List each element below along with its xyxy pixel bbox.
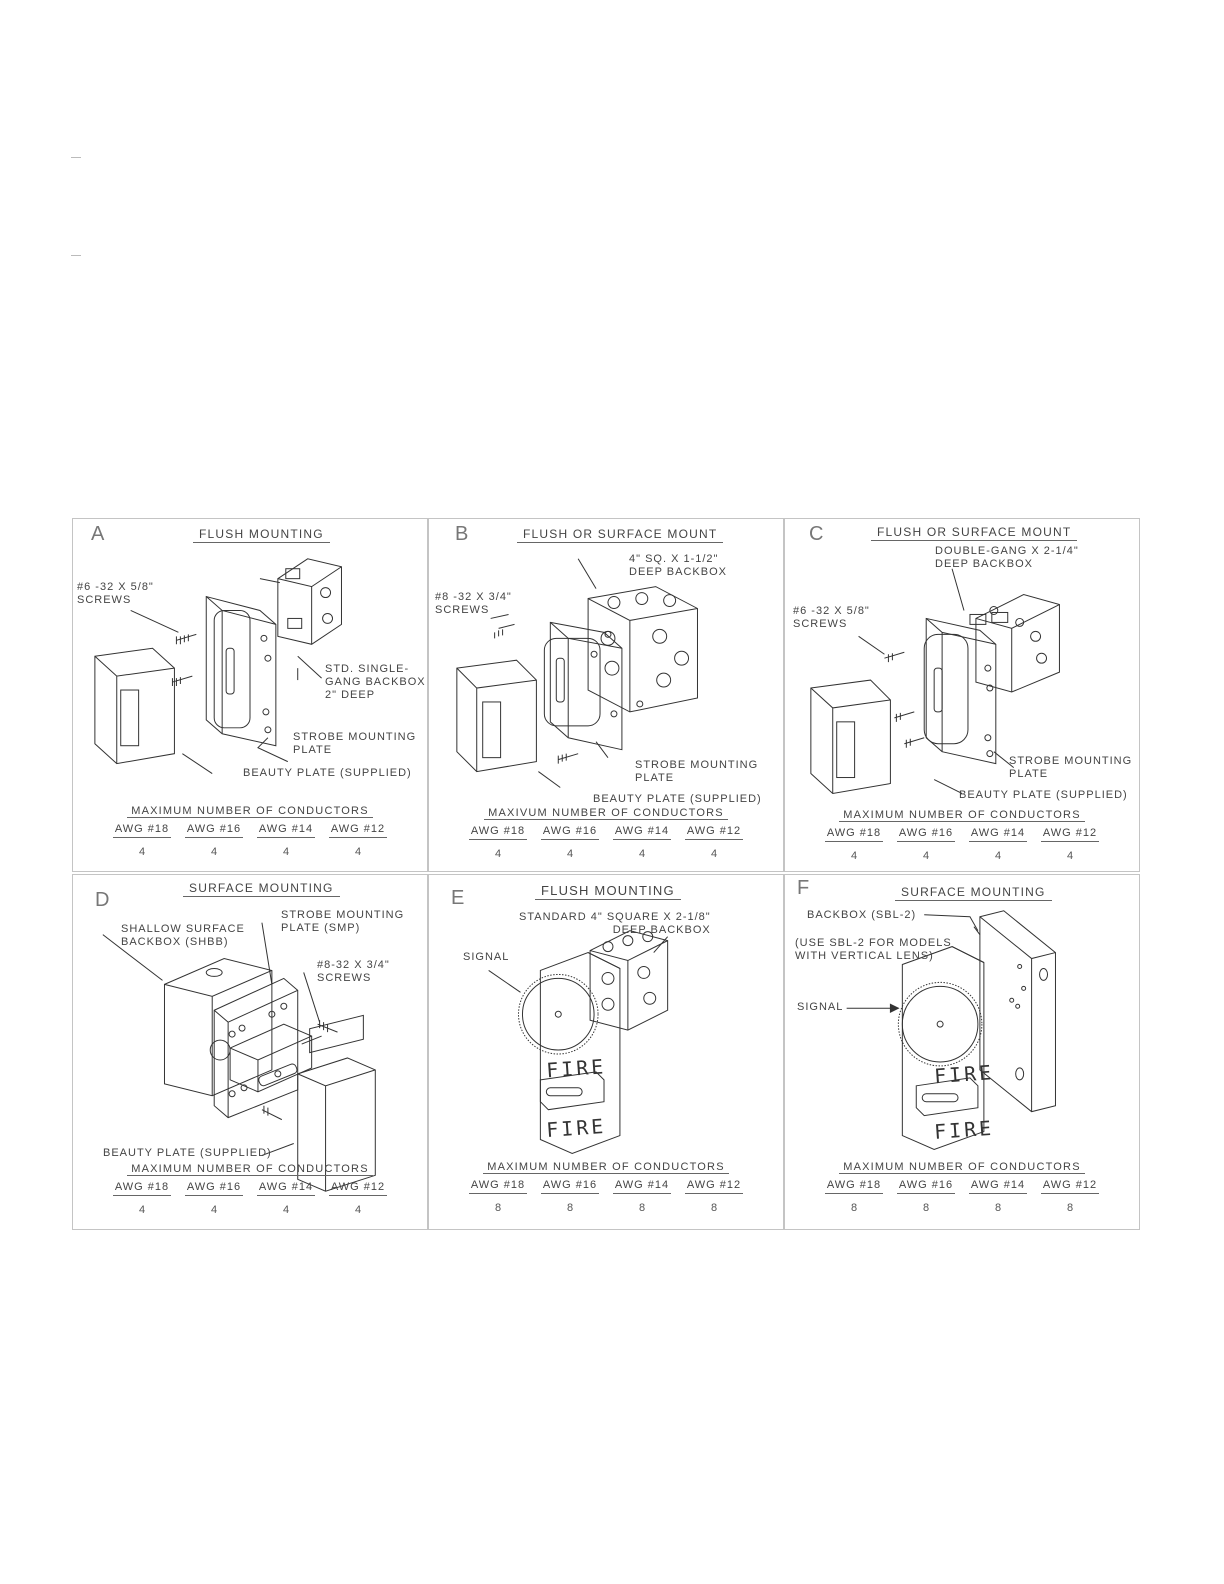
signal-label: SIGNAL bbox=[463, 951, 510, 963]
conductor-count: 4 bbox=[282, 1204, 290, 1216]
awg-column bbox=[897, 1179, 955, 1214]
conductor-count: 8 bbox=[638, 1202, 646, 1214]
awg-label: AWG #16 bbox=[185, 1181, 243, 1196]
panel-d bbox=[72, 874, 428, 1230]
screws-label: #8 -32 X 3/4" SCREWS bbox=[435, 591, 512, 616]
backbox-label: STANDARD 4" SQUARE X 2-1/8" DEEP BACKBOX bbox=[519, 911, 711, 936]
page-margin-mark bbox=[71, 157, 81, 158]
conductor-count: 4 bbox=[138, 846, 146, 858]
conductor-table bbox=[825, 1161, 1099, 1214]
awg-label: AWG #18 bbox=[113, 1181, 171, 1196]
backbox-label: STD. SINGLE- GANG BACKBOX 2" DEEP bbox=[325, 663, 426, 701]
conductor-count: 8 bbox=[994, 1202, 1002, 1214]
conductor-count: 8 bbox=[922, 1202, 930, 1214]
awg-column bbox=[185, 823, 243, 858]
backbox-note: (USE SBL-2 FOR MODELS WITH VERTICAL LENS) bbox=[795, 937, 952, 962]
awg-column bbox=[613, 825, 671, 860]
beauty-plate-label: BEAUTY PLATE (SUPPLIED) bbox=[593, 793, 762, 805]
mounting-plate-label: STROBE MOUNTING PLATE bbox=[1009, 755, 1133, 780]
conductor-count: 4 bbox=[994, 850, 1002, 862]
conductor-count: 4 bbox=[566, 848, 574, 860]
panel-a bbox=[72, 518, 428, 872]
conductor-count: 4 bbox=[710, 848, 718, 860]
panel-letter: C bbox=[809, 523, 824, 545]
screws-label: #8-32 X 3/4" SCREWS bbox=[317, 959, 390, 984]
panel-letter: B bbox=[455, 523, 469, 545]
awg-column bbox=[257, 1181, 315, 1216]
awg-label: AWG #18 bbox=[469, 825, 527, 840]
screws-label: #6 -32 X 5/8" SCREWS bbox=[793, 605, 870, 630]
panel-f bbox=[784, 874, 1140, 1230]
awg-label: AWG #14 bbox=[613, 825, 671, 840]
awg-column bbox=[1041, 1179, 1099, 1214]
fire-word-upper: FIRE bbox=[545, 1055, 607, 1083]
awg-label: AWG #18 bbox=[113, 823, 171, 838]
conductor-count: 4 bbox=[138, 1204, 146, 1216]
awg-column bbox=[825, 1179, 883, 1214]
awg-column bbox=[257, 823, 315, 858]
conductor-count: 8 bbox=[850, 1202, 858, 1214]
conductor-count: 4 bbox=[922, 850, 930, 862]
awg-label: AWG #18 bbox=[825, 827, 883, 842]
beauty-plate-label: BEAUTY PLATE (SUPPLIED) bbox=[959, 789, 1128, 801]
awg-label: AWG #16 bbox=[897, 1179, 955, 1194]
awg-label: AWG #14 bbox=[257, 1181, 315, 1196]
conductor-table-heading: MAXIMUM NUMBER OF CONDUCTORS bbox=[483, 1161, 729, 1174]
page-margin-mark bbox=[71, 255, 81, 256]
conductor-count: 4 bbox=[354, 1204, 362, 1216]
conductor-table bbox=[469, 807, 743, 860]
awg-column bbox=[469, 1179, 527, 1214]
awg-label: AWG #12 bbox=[685, 825, 743, 840]
awg-column bbox=[969, 827, 1027, 862]
panel-title: FLUSH MOUNTING bbox=[193, 527, 330, 543]
conductor-count: 4 bbox=[638, 848, 646, 860]
conductor-table-heading: MAXIMUM NUMBER OF CONDUCTORS bbox=[839, 809, 1085, 822]
awg-label: AWG #16 bbox=[897, 827, 955, 842]
backbox-label: SHALLOW SURFACE BACKBOX (SHBB) bbox=[121, 923, 245, 948]
panel-letter: A bbox=[91, 523, 105, 545]
conductor-count: 4 bbox=[210, 846, 218, 858]
beauty-plate-label: BEAUTY PLATE (SUPPLIED) bbox=[243, 767, 412, 779]
conductor-count: 4 bbox=[354, 846, 362, 858]
conductor-count: 4 bbox=[850, 850, 858, 862]
conductor-count: 4 bbox=[210, 1204, 218, 1216]
awg-column bbox=[541, 825, 599, 860]
fire-word-lower: FIRE bbox=[933, 1116, 995, 1144]
awg-column bbox=[897, 827, 955, 862]
awg-column bbox=[1041, 827, 1099, 862]
signal-label: SIGNAL bbox=[797, 1001, 844, 1013]
conductor-table bbox=[113, 805, 387, 858]
panel-e bbox=[428, 874, 784, 1230]
conductor-count: 8 bbox=[566, 1202, 574, 1214]
mounting-plate-label: STROBE MOUNTING PLATE bbox=[635, 759, 759, 784]
awg-label: AWG #14 bbox=[969, 1179, 1027, 1194]
awg-label: AWG #12 bbox=[685, 1179, 743, 1194]
awg-label: AWG #18 bbox=[825, 1179, 883, 1194]
awg-label: AWG #14 bbox=[613, 1179, 671, 1194]
awg-column bbox=[113, 1181, 171, 1216]
awg-column bbox=[469, 825, 527, 860]
panel-title: FLUSH MOUNTING bbox=[535, 883, 681, 900]
awg-column bbox=[185, 1181, 243, 1216]
awg-column bbox=[329, 823, 387, 858]
conductor-count: 8 bbox=[494, 1202, 502, 1214]
mounting-diagram-sheet bbox=[72, 518, 1140, 1230]
conductor-count: 8 bbox=[710, 1202, 718, 1214]
awg-label: AWG #16 bbox=[541, 1179, 599, 1194]
panel-letter: E bbox=[451, 887, 465, 909]
fire-word-lower: FIRE bbox=[545, 1114, 607, 1143]
panel-letter: F bbox=[797, 877, 810, 899]
screws-label: #6 -32 X 5/8" SCREWS bbox=[77, 581, 154, 606]
fire-word-upper: FIRE bbox=[933, 1061, 995, 1089]
panel-c bbox=[784, 518, 1140, 872]
awg-column bbox=[825, 827, 883, 862]
awg-label: AWG #12 bbox=[329, 823, 387, 838]
backbox-label: 4" SQ. X 1-1/2" DEEP BACKBOX bbox=[629, 553, 727, 578]
conductor-table bbox=[825, 809, 1099, 862]
awg-label: AWG #14 bbox=[969, 827, 1027, 842]
mounting-plate-label: STROBE MOUNTING PLATE bbox=[293, 731, 417, 756]
panel-title: SURFACE MOUNTING bbox=[895, 885, 1052, 901]
conductor-table bbox=[469, 1161, 743, 1214]
awg-label: AWG #12 bbox=[1041, 1179, 1099, 1194]
panel-letter: D bbox=[95, 889, 110, 911]
conductor-table-heading: MAXIMUM NUMBER OF CONDUCTORS bbox=[127, 1163, 373, 1176]
awg-label: AWG #12 bbox=[1041, 827, 1099, 842]
awg-column bbox=[685, 825, 743, 860]
panel-b bbox=[428, 518, 784, 872]
awg-column bbox=[969, 1179, 1027, 1214]
awg-column bbox=[685, 1179, 743, 1214]
backbox-label: BACKBOX (SBL-2) bbox=[807, 909, 917, 921]
panel-title: SURFACE MOUNTING bbox=[183, 881, 340, 897]
conductor-table-heading: MAXIMUM NUMBER OF CONDUCTORS bbox=[839, 1161, 1085, 1174]
awg-column bbox=[329, 1181, 387, 1216]
awg-label: AWG #12 bbox=[329, 1181, 387, 1196]
conductor-count: 4 bbox=[494, 848, 502, 860]
awg-label: AWG #16 bbox=[185, 823, 243, 838]
awg-column bbox=[613, 1179, 671, 1214]
awg-label: AWG #14 bbox=[257, 823, 315, 838]
backbox-label: DOUBLE-GANG X 2-1/4" DEEP BACKBOX bbox=[935, 545, 1079, 570]
conductor-table-heading: MAXIVUM NUMBER OF CONDUCTORS bbox=[484, 807, 728, 820]
conductor-table-heading: MAXIMUM NUMBER OF CONDUCTORS bbox=[127, 805, 373, 818]
awg-label: AWG #18 bbox=[469, 1179, 527, 1194]
conductor-count: 4 bbox=[1066, 850, 1074, 862]
awg-column bbox=[541, 1179, 599, 1214]
mounting-plate-label: STROBE MOUNTING PLATE (SMP) bbox=[281, 909, 405, 934]
conductor-table bbox=[113, 1163, 387, 1216]
conductor-count: 8 bbox=[1066, 1202, 1074, 1214]
conductor-count: 4 bbox=[282, 846, 290, 858]
panel-title: FLUSH OR SURFACE MOUNT bbox=[871, 525, 1077, 541]
awg-label: AWG #16 bbox=[541, 825, 599, 840]
beauty-plate-label: BEAUTY PLATE (SUPPLIED) bbox=[103, 1147, 272, 1159]
awg-column bbox=[113, 823, 171, 858]
panel-title: FLUSH OR SURFACE MOUNT bbox=[517, 527, 723, 543]
